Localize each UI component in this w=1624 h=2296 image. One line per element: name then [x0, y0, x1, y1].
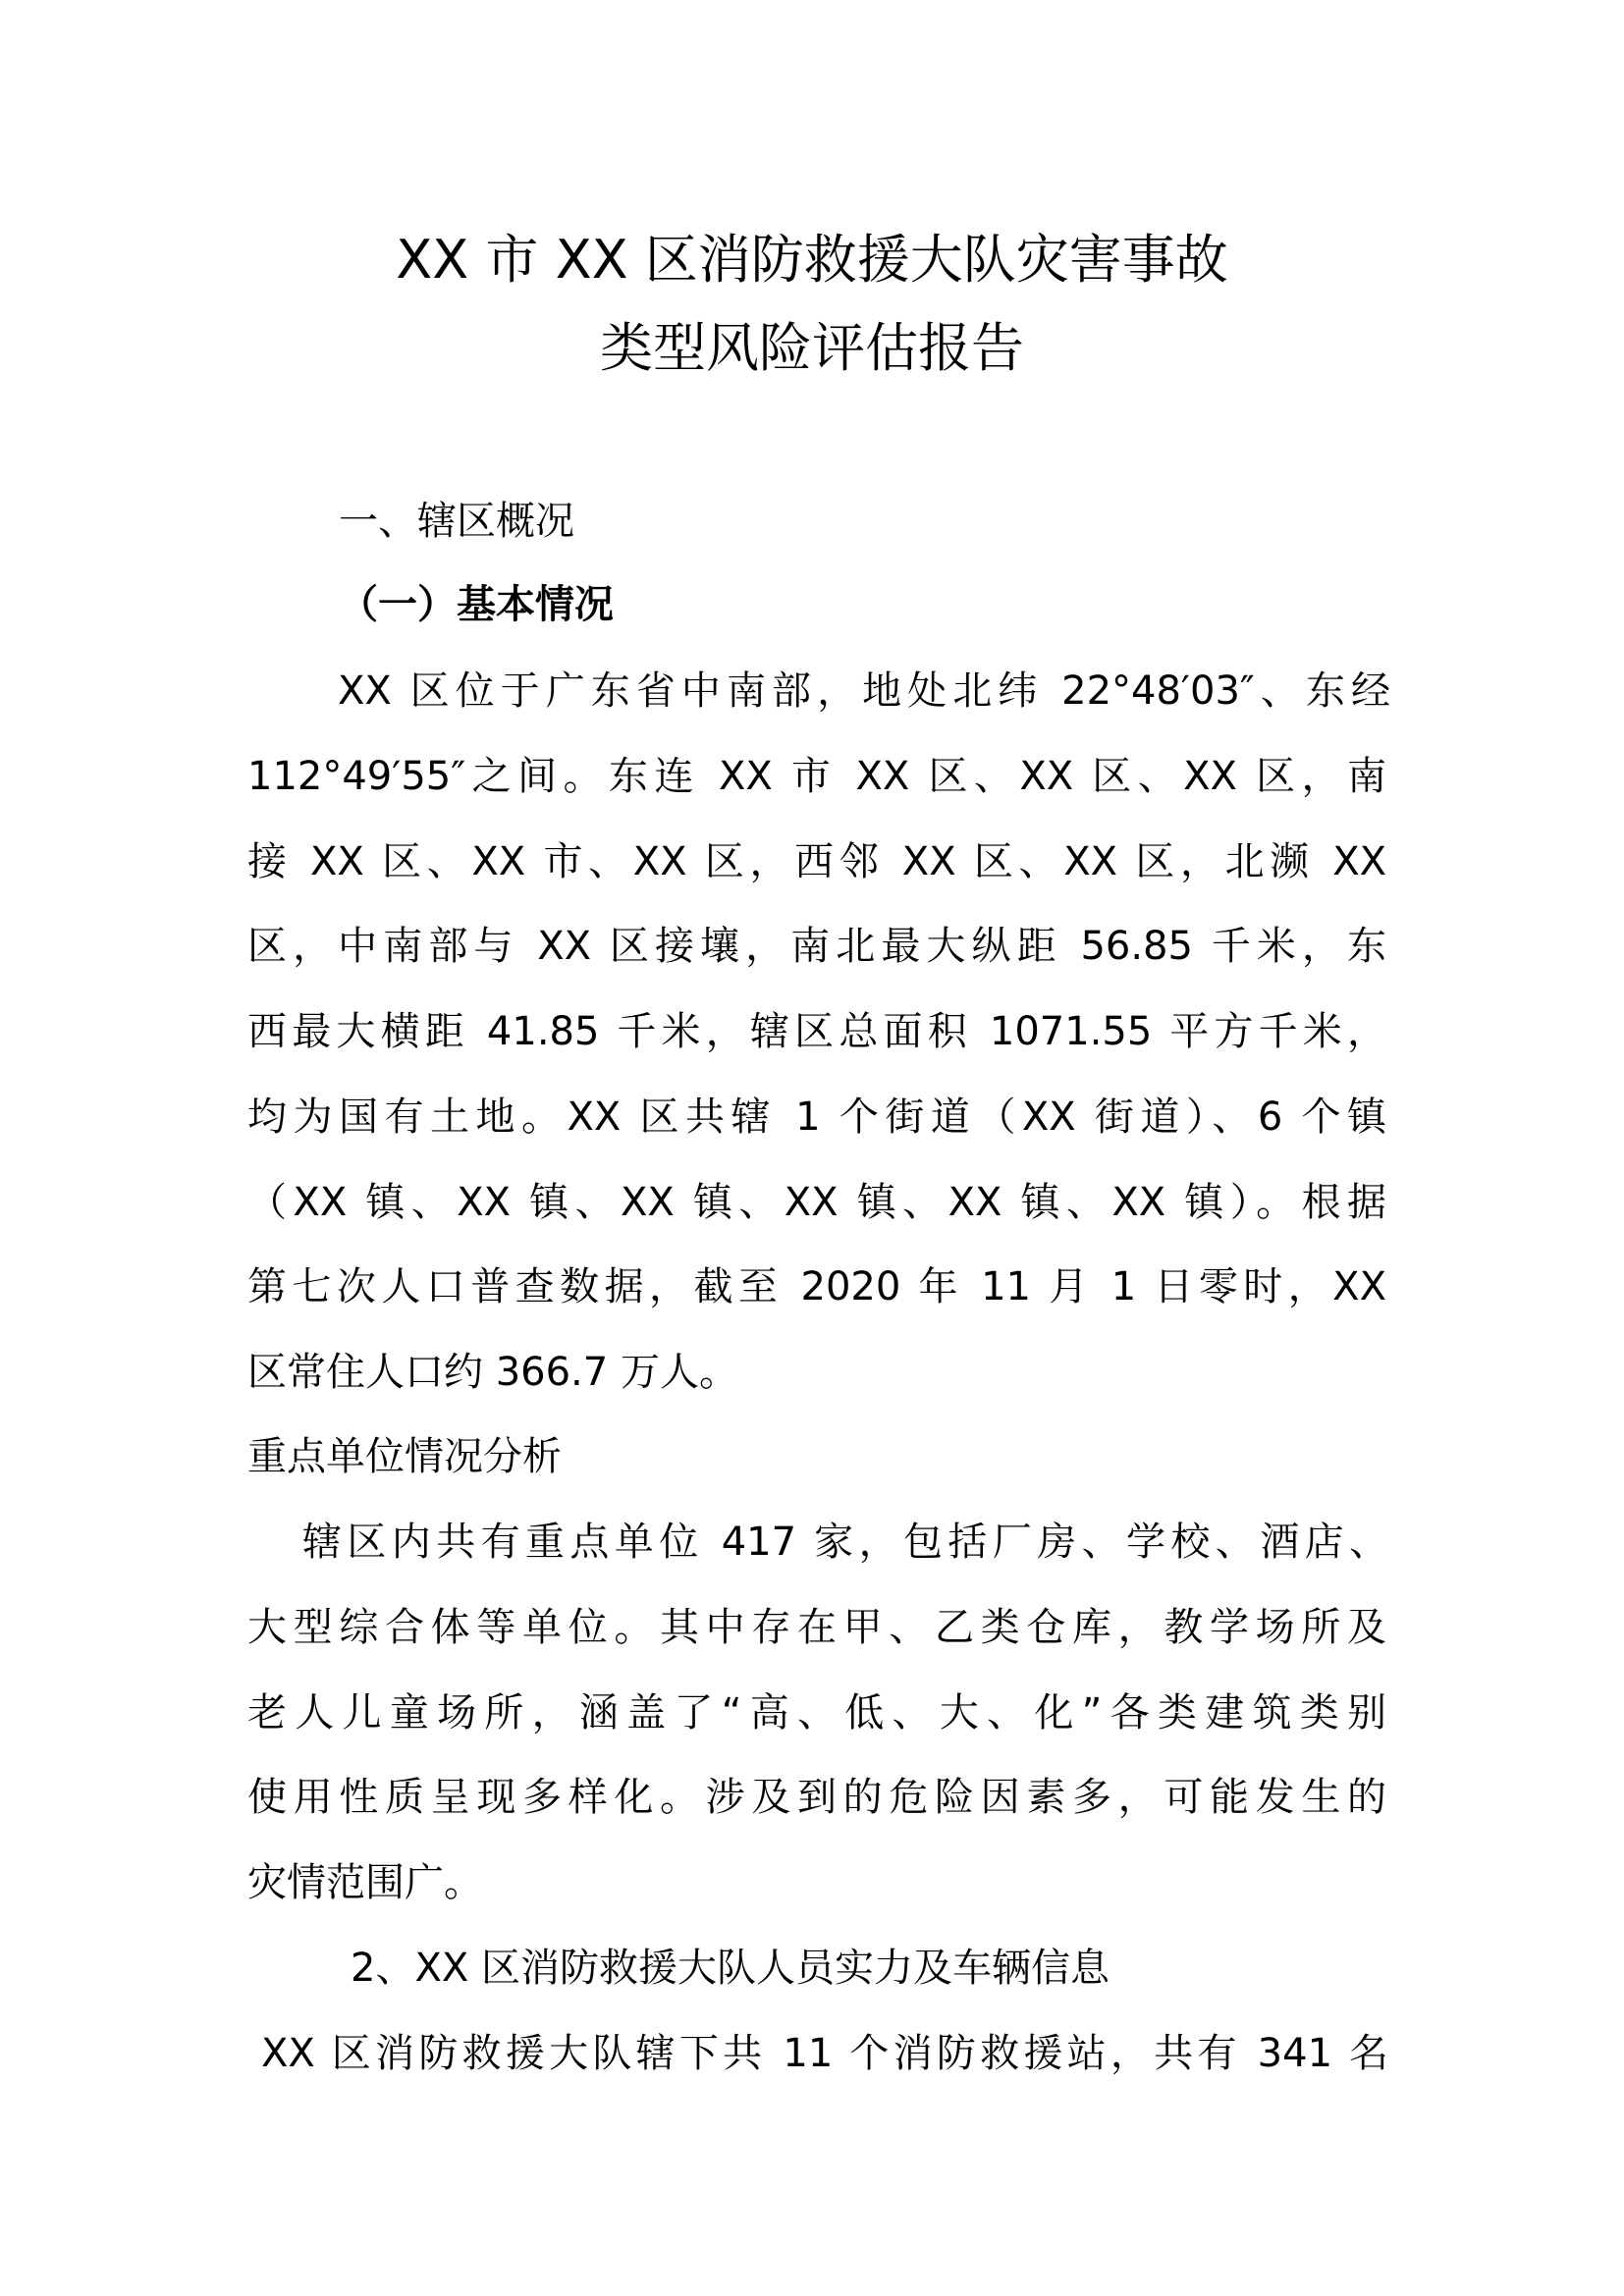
- section-heading: 一、辖区概况: [339, 499, 574, 544]
- report-title-line-1: XX 市 XX 区消防救援大队灾害事故: [396, 229, 1228, 291]
- paragraph-line: 区常住人口约 366.7 万人。: [247, 1350, 738, 1395]
- paragraph-line: 使用性质呈现多样化。涉及到的危险因素多，可能发生的: [247, 1775, 1386, 1820]
- paragraph-line: 第七次人口普查数据，截至 2020 年 11 月 1 日零时，XX: [247, 1264, 1386, 1309]
- paragraph-line: XX 区位于广东省中南部，地处北纬 22°48′03″、东经: [338, 668, 1390, 714]
- paragraph-line: 区，中南部与 XX 区接壤，南北最大纵距 56.85 千米，东: [247, 924, 1386, 969]
- paragraph-line: 灾情范围广。: [247, 1860, 483, 1905]
- paragraph-line: （XX 镇、XX 镇、XX 镇、XX 镇、XX 镇、XX 镇）。根据: [247, 1180, 1386, 1225]
- paragraph-line: 大型综合体等单位。其中存在甲、乙类仓库，教学场所及: [247, 1605, 1386, 1650]
- paragraph-line: 辖区内共有重点单位 417 家，包括厂房、学校、酒店、: [302, 1520, 1388, 1565]
- paragraph-line: 112°49′55″之间。东连 XX 市 XX 区、XX 区、XX 区，南: [247, 754, 1386, 799]
- subsection-heading-basic: （一）基本情况: [339, 582, 614, 627]
- paragraph-line: 西最大横距 41.85 千米，辖区总面积 1071.55 平方千米，: [247, 1009, 1386, 1054]
- subsection-heading-personnel: 2、XX 区消防救援大队人员实力及车辆信息: [351, 1946, 1110, 1991]
- subsection-heading-key-units: 重点单位情况分析: [247, 1434, 562, 1479]
- paragraph-line: XX 区消防救援大队辖下共 11 个消防救援站，共有 341 名: [261, 2031, 1388, 2076]
- report-title-line-2: 类型风险评估报告: [600, 317, 1024, 379]
- paragraph-line: 接 XX 区、XX 市、XX 区，西邻 XX 区、XX 区，北濒 XX: [247, 839, 1386, 884]
- paragraph-line: 老人儿童场所，涵盖了“高、低、大、化”各类建筑类别: [247, 1690, 1386, 1735]
- paragraph-line: 均为国有土地。XX 区共辖 1 个街道（XX 街道）、6 个镇: [247, 1095, 1386, 1140]
